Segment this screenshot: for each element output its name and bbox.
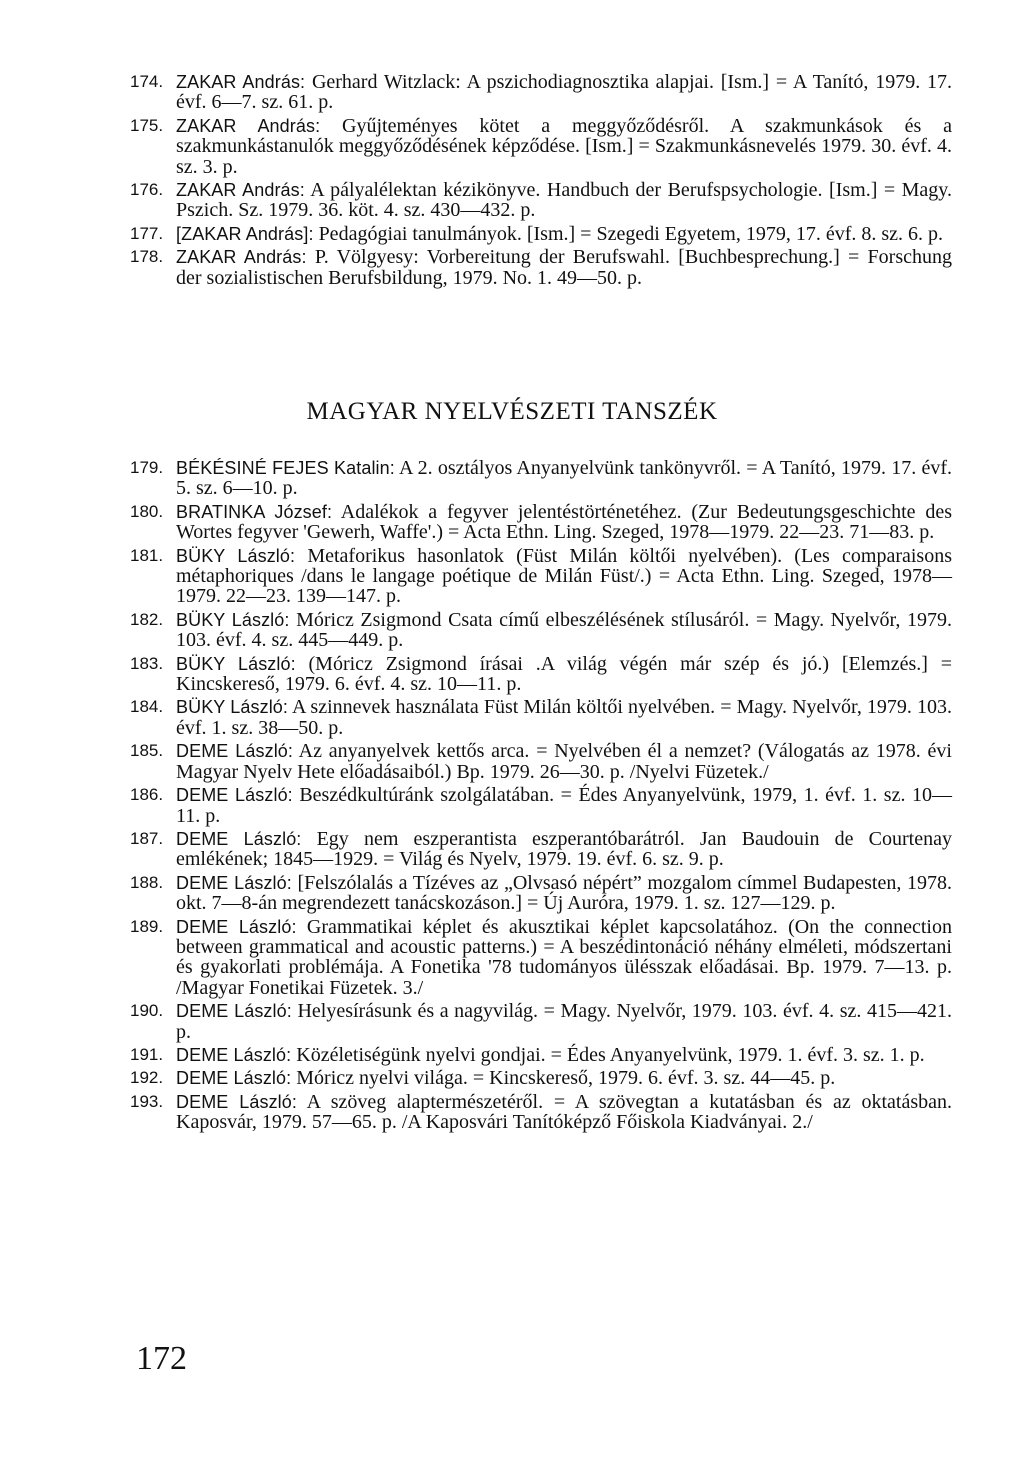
entry-text: Egy nem eszperantista eszperantóbarátról. Jan Baudouin de Courtenay emlékének; 1845—1929. = Világ és Nyelv, 1979. 19. évf. 6. sz. 9. p. bbox=[176, 827, 952, 871]
entry-number: 192. bbox=[130, 1068, 164, 1088]
entry-number: 177. bbox=[130, 223, 164, 243]
entry-text: (Móricz Zsigmond írásai .A világ végén már szép és jó.) [Elemzés.] = Kincskereső, 1979. 6. évf. 4. sz. 10—11. p. bbox=[176, 652, 952, 696]
bibliography-entry bbox=[130, 873, 952, 914]
entry-author: BÜKY László: bbox=[176, 653, 296, 674]
entry-author: ZAKAR András: bbox=[176, 180, 305, 201]
entry-author: DEME László: bbox=[176, 916, 297, 937]
bibliography-entry bbox=[130, 654, 952, 695]
entry-text: Móricz Zsigmond Csata című elbeszélésének stílusáról. = Magy. Nyelvőr, 1979. 103. évf. 4. sz. 445—449. p. bbox=[176, 608, 952, 652]
entry-text: Az anyanyelvek kettős arca. = Nyelvében él a nemzet? (Válogatás az 1978. évi Magyar Nyelv Hete előadásaiból.) Bp. 1979. 26—30. p. /Nyelvi Füzetek./ bbox=[176, 740, 952, 783]
bibliography-entry bbox=[130, 546, 952, 607]
bibliography-entry bbox=[130, 1068, 952, 1088]
entry-text: A szinnevek használata Füst Milán költői nyelvében. = Magy. Nyelvőr, 1979. 103. évf. 1. sz. 38—50. p. bbox=[176, 696, 952, 739]
entry-author: DEME László: bbox=[176, 741, 294, 762]
entry-text: Beszédkultúránk szolgálatában. = Édes Anyanyelvünk, 1979, 1. évf. 1. sz. 10—11. p. bbox=[176, 784, 952, 827]
entry-text: Helyesírásunk és a nagyvilág. = Magy. Nyelvőr, 1979. 103. évf. 4. sz. 415—421. p. bbox=[176, 1000, 952, 1043]
entry-number: 189. bbox=[130, 916, 164, 936]
entry-author: DEME László: bbox=[176, 872, 292, 893]
bibliography-entry bbox=[130, 785, 952, 826]
entry-number: 188. bbox=[130, 872, 164, 892]
entry-number: 185. bbox=[130, 741, 164, 761]
entry-number: 184. bbox=[130, 697, 164, 717]
entry-number: 174. bbox=[130, 72, 164, 91]
entry-text: Móricz nyelvi világa. = Kincskereső, 1979. 6. évf. 3. sz. 44—45. p. bbox=[291, 1067, 836, 1090]
bibliography-entry bbox=[130, 741, 952, 782]
entry-author: ZAKAR András: bbox=[176, 115, 321, 136]
entry-author: DEME László: bbox=[176, 828, 302, 849]
entry-number: 183. bbox=[130, 653, 164, 673]
entry-author: BÜKY László: bbox=[176, 545, 296, 566]
page-number: 172 bbox=[136, 1340, 187, 1377]
entry-author: DEME László: bbox=[176, 1001, 292, 1022]
bibliography-entry bbox=[130, 1001, 952, 1042]
bibliography-entry bbox=[130, 116, 952, 177]
bibliography-entry bbox=[130, 1045, 952, 1065]
entry-number: 191. bbox=[130, 1044, 164, 1064]
entry-author: DEME László: bbox=[176, 785, 293, 806]
entry-text: P. Völgyesy: Vorbereitung der Berufswahl. [Buchbesprechung.] = Forschung der sozialistischen Berufsbildung, 1979. No. 1. 49—50. p. bbox=[176, 246, 952, 289]
entry-text: A 2. osztályos Anyanyelvünk tankönyvről. = A Tanító, 1979. 17. évf. 5. sz. 6—10. p. bbox=[176, 457, 952, 500]
bibliography-entry bbox=[130, 697, 952, 738]
entry-author: BÜKY László: bbox=[176, 609, 290, 630]
entry-author: BRATINKA József: bbox=[176, 501, 333, 522]
entry-number: 186. bbox=[130, 785, 164, 805]
entry-author: [ZAKAR András]: bbox=[176, 223, 314, 244]
bibliography-entry bbox=[130, 247, 952, 288]
bibliography-entry bbox=[130, 224, 952, 244]
bibliography-entry bbox=[130, 917, 952, 999]
entry-author: BÜKY László: bbox=[176, 697, 289, 718]
entry-author: DEME László: bbox=[176, 1068, 292, 1089]
entry-number: 176. bbox=[130, 180, 164, 200]
entry-number: 179. bbox=[130, 458, 164, 477]
bibliography-entry bbox=[130, 72, 952, 113]
entry-number: 175. bbox=[130, 115, 164, 135]
entry-text: Adalékok a fegyver jelentéstörténetéhez. (Zur Bedeutungsgeschichte des Wortes fegyver 'Gewerh, Waffe'.) = Acta Ethn. Ling. Szeged, 1978—1979. 22—23. 71—83. p. bbox=[176, 500, 952, 544]
entry-author: DEME László: bbox=[176, 1091, 297, 1112]
entry-author: ZAKAR András: bbox=[176, 247, 307, 268]
entry-number: 181. bbox=[130, 545, 164, 565]
entry-text: Grammatikai képlet és akusztikai képlet kapcsolatához. (On the connection between grammatical and acoustic patterns.) = A beszédintonáció néhány elméleti, módszertani és gyakorlati problémája. A Fonetika '78 tudományos ülésszak előadásai. Bp. 1979. 7—13. p. /Magyar Fonetikai Füzetek. 3./ bbox=[176, 915, 952, 999]
entry-text: A pályalélektan kézikönyve. Handbuch der Berufspsychologie. [Ism.] = Magy. Pszich. Sz. 1979. 36. köt. 4. sz. 430—432. p. bbox=[176, 179, 953, 222]
entry-text: Közéletiségünk nyelvi gondjai. = Édes Anyanyelvünk, 1979. 1. évf. 3. sz. 1. p. bbox=[291, 1043, 925, 1066]
entry-author: ZAKAR András: bbox=[176, 72, 306, 92]
bibliography-entry bbox=[130, 458, 952, 499]
entry-text: [Felszólalás a Tízéves az „Olvsasó népért” mozgalom címmel Budapesten, 1978. okt. 7—8-án megrendezett tanácskozáson.] = Új Auróra, 1979. 1. sz. 127—129. p. bbox=[176, 871, 952, 915]
section-heading: MAGYAR NYELVÉSZETI TANSZÉK bbox=[306, 398, 718, 425]
bibliography-top bbox=[130, 72, 952, 291]
entry-author: BÉKÉSINÉ FEJES Katalin: bbox=[176, 458, 395, 478]
bibliography-entry bbox=[130, 610, 952, 651]
entry-number: 193. bbox=[130, 1091, 164, 1111]
bibliography-entry bbox=[130, 502, 952, 543]
entry-number: 190. bbox=[130, 1001, 164, 1021]
entry-text: Metaforikus hasonlatok (Füst Milán költői nyelvében). (Les comparaisons métaphoriques /dans le langage poétique de Milán Füst/.) = Acta Ethn. Ling. Szeged, 1978—1979. 22—23. 139—147. p. bbox=[176, 544, 952, 608]
entry-number: 187. bbox=[130, 828, 164, 848]
bibliography-entry bbox=[130, 180, 952, 221]
entry-author: DEME László: bbox=[176, 1044, 292, 1065]
entry-number: 178. bbox=[130, 247, 164, 267]
bibliography-bottom bbox=[130, 458, 952, 1136]
entry-number: 182. bbox=[130, 609, 164, 629]
bibliography-entry bbox=[130, 829, 952, 870]
entry-text: A szöveg alaptermészetéről. = A szövegtan a kutatásban és az oktatásban. Kaposvár, 1979. 57—65. p. /A Kaposvári Tanítóképző Főiskola Kiadványai. 2./ bbox=[176, 1090, 952, 1134]
entry-text: Gyűjteményes kötet a meggyőződésről. A szakmunkások és a szakmunkástanulók meggyőződésének képződése. [Ism.] = Szakmunkásnevelés 1979. 30. évf. 4. sz. 3. p. bbox=[176, 114, 953, 178]
bibliography-entry bbox=[130, 1092, 952, 1133]
entry-text: Gerhard Witzlack: A pszichodiagnosztika alapjai. [Ism.] = A Tanító, 1979. 17. évf. 6—7. sz. 61. p. bbox=[176, 71, 952, 114]
entry-number: 180. bbox=[130, 501, 164, 521]
entry-text: Pedagógiai tanulmányok. [Ism.] = Szegedi Egyetem, 1979, 17. évf. 8. sz. 6. p. bbox=[313, 222, 944, 245]
